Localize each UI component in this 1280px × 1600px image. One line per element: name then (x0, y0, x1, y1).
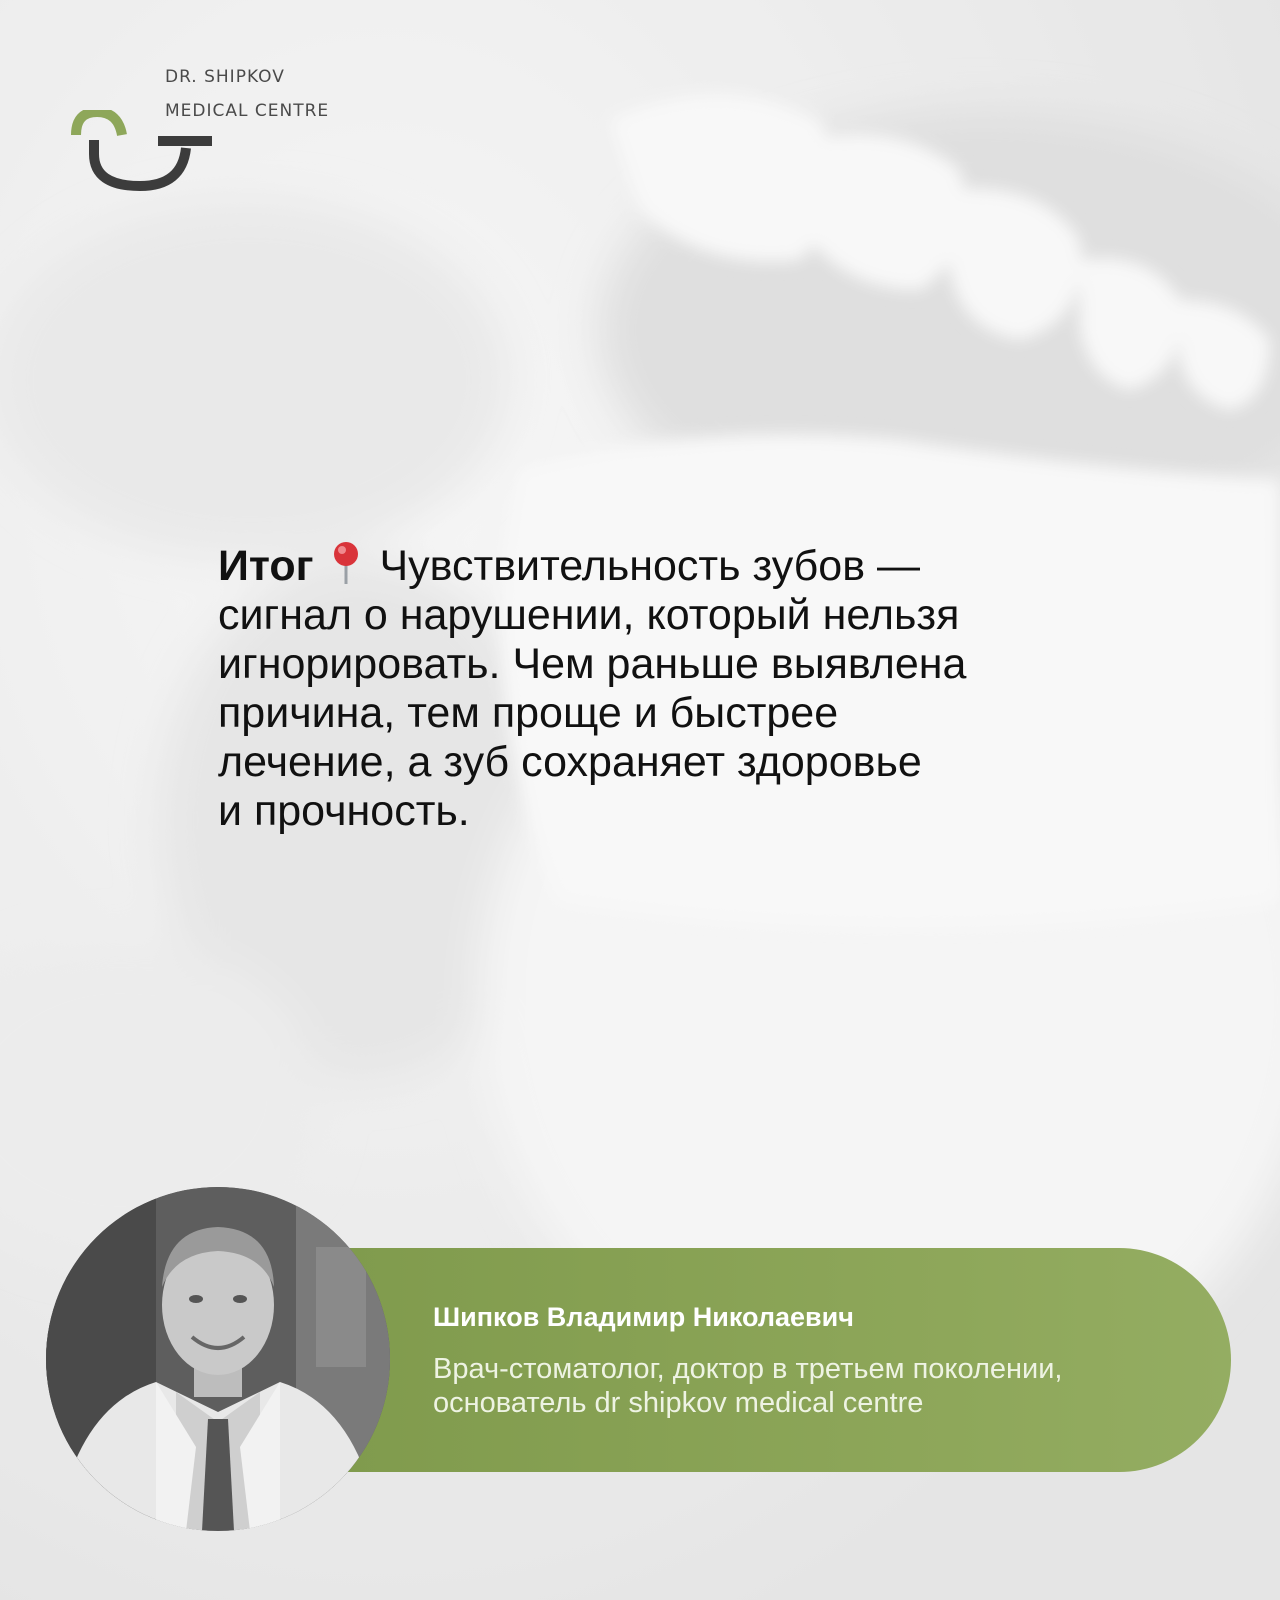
brand-logo (70, 60, 390, 200)
summary-line-4: причина, тем проще и быстрее (218, 689, 839, 737)
summary-text (218, 540, 1118, 836)
summary-line-1-text: Чувствительность зубов — (379, 542, 921, 590)
summary-line-3: игнорировать. Чем раньше выявлена (218, 640, 967, 688)
smile-logo-icon (70, 110, 215, 195)
author-role (433, 1352, 1193, 1420)
summary-line-1 (218, 540, 1118, 591)
summary-line-5: лечение, а зуб сохраняет здоровье (218, 738, 922, 786)
summary-line-6: и прочность. (218, 787, 470, 835)
round-pushpin-icon (330, 540, 362, 586)
author-avatar (46, 1187, 390, 1531)
author-role-line1: Врач-стоматолог, доктор в третьем поколении, (433, 1353, 1063, 1385)
summary-line-2: сигнал о нарушении, который нельзя (218, 591, 960, 639)
author-role-line2: основатель dr shipkov medical centre (433, 1387, 924, 1419)
summary-lead: Итог (218, 542, 314, 590)
author-name: Шипков Владимир Николаевич (433, 1302, 854, 1332)
author-card (300, 1248, 1231, 1472)
brand-name-line2: MEDICAL CENTRE (165, 101, 330, 121)
brand-name-line1: DR. SHIPKOV (165, 67, 285, 87)
author-portrait (46, 1187, 390, 1531)
